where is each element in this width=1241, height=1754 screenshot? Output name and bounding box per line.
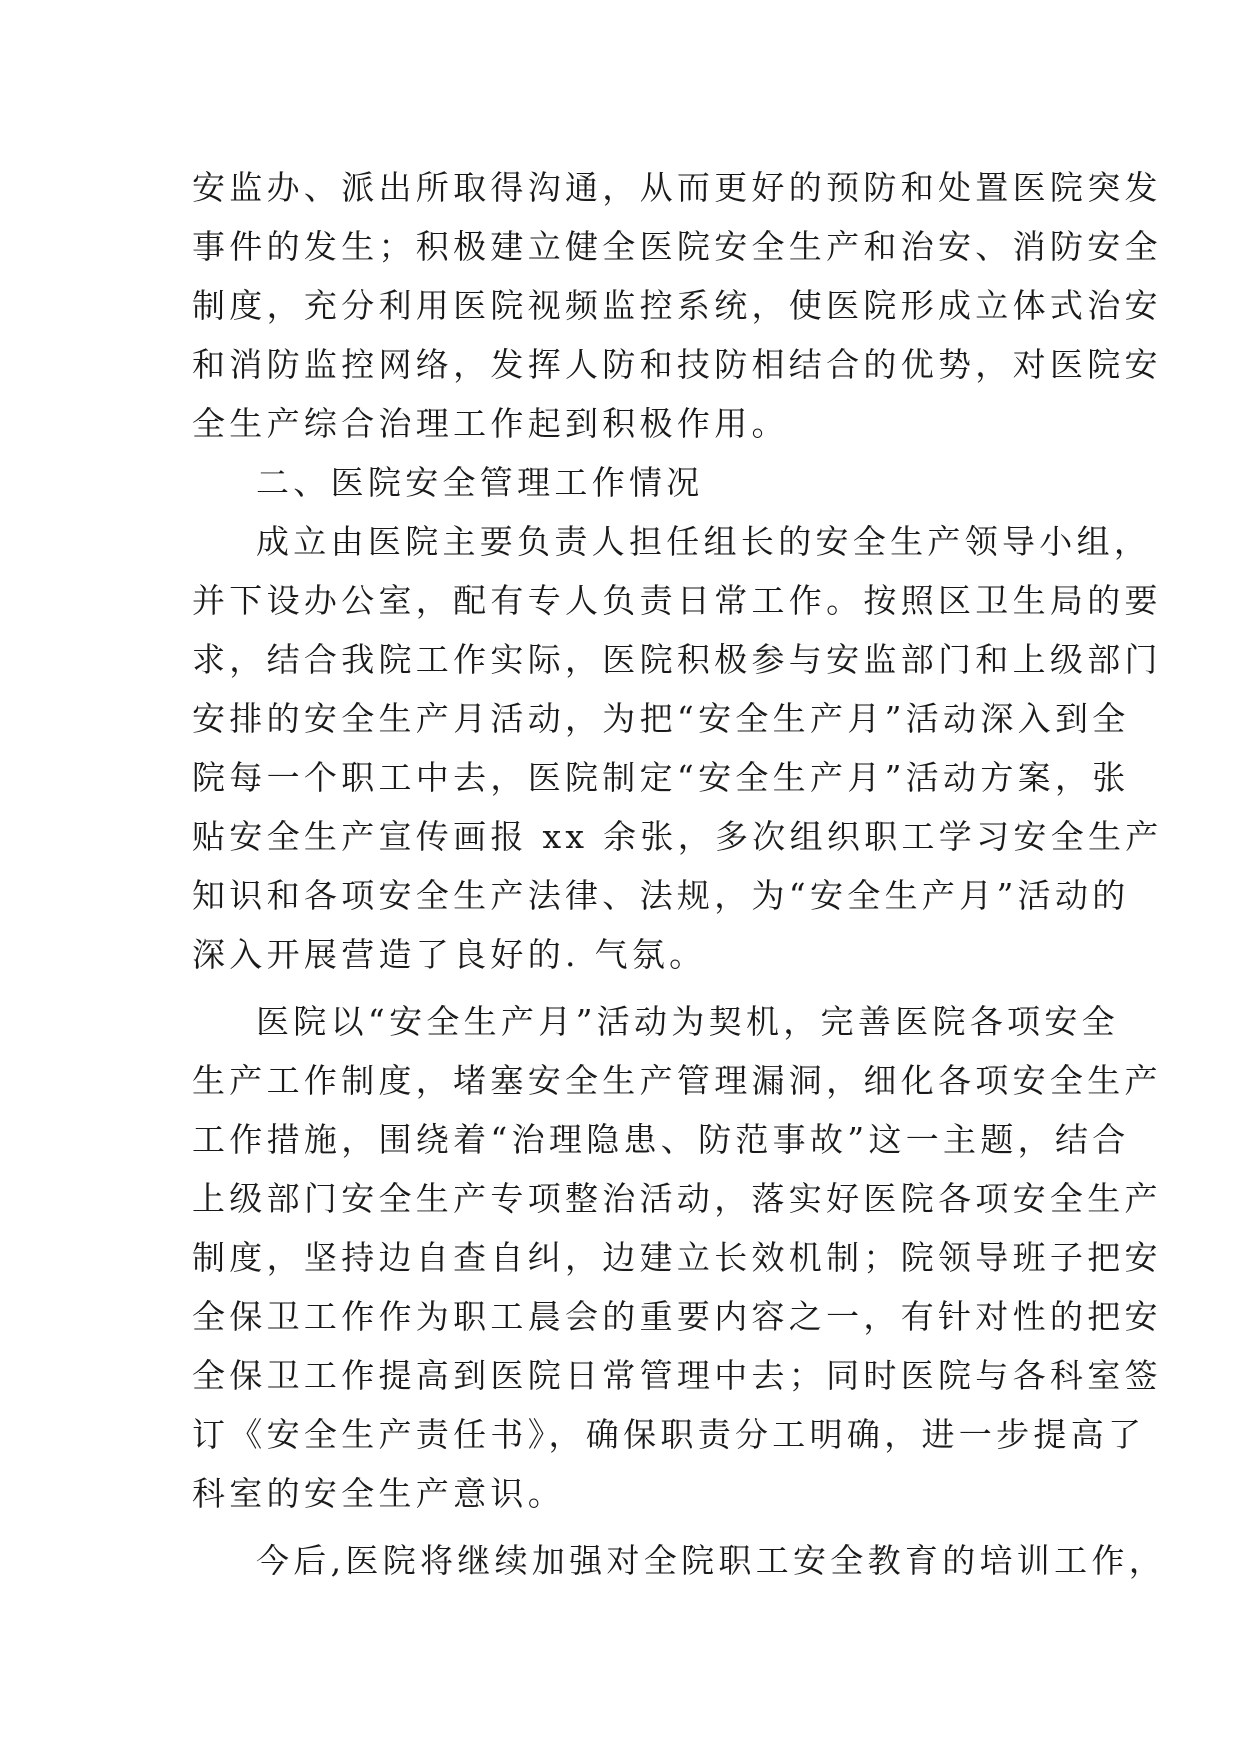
text-line: 全生产综合治理工作起到积极作用。 — [192, 404, 789, 443]
text-line: 深入开展营造了良好的. 气氛。 — [192, 935, 707, 974]
text-line: 安监办、派出所取得沟通，从而更好的预防和处置医院突发 — [192, 168, 1162, 207]
text-line: 上级部门安全生产专项整治活动，落实好医院各项安全生产 — [192, 1179, 1162, 1218]
paragraph-start: 医院以“安全生产月”活动为契机，完善医院各项安全 — [256, 1002, 1119, 1041]
text-line: 并下设办公室，配有专人负责日常工作。按照区卫生局的要 — [192, 581, 1162, 620]
text-line: 院每一个职工中去，医院制定“安全生产月”活动方案，张 — [192, 758, 1130, 797]
paragraph-start: 今后,医院将继续加强对全院职工安全教育的培训工作， — [256, 1541, 1166, 1580]
text-line: 贴安全生产宣传画报 xx 余张，多次组织职工学习安全生产 — [192, 817, 1163, 856]
text-line: 制度，坚持边自查自纠，边建立长效机制；院领导班子把安 — [192, 1238, 1162, 1277]
text-line: 求，结合我院工作实际，医院积极参与安监部门和上级部门 — [192, 640, 1162, 679]
text-line: 事件的发生；积极建立健全医院安全生产和治安、消防安全 — [192, 227, 1162, 266]
text-line: 订《安全生产责任书》，确保职责分工明确，进一步提高了 — [192, 1415, 1146, 1454]
text-line: 安排的安全生产月活动，为把“安全生产月”活动深入到全 — [192, 699, 1130, 738]
paragraph-start: 成立由医院主要负责人担任组长的安全生产领导小组， — [256, 522, 1152, 561]
text-line: 和消防监控网络，发挥人防和技防相结合的优势，对医院安 — [192, 345, 1162, 384]
text-line: 制度，充分利用医院视频监控系统，使医院形成立体式治安 — [192, 286, 1162, 325]
text-line: 全保卫工作提高到医院日常管理中去；同时医院与各科室签 — [192, 1356, 1162, 1395]
text-line: 工作措施，围绕着“治理隐患、防范事故”这一主题，结合 — [192, 1120, 1130, 1159]
text-line: 科室的安全生产意识。 — [192, 1474, 565, 1513]
text-line: 知识和各项安全生产法律、法规，为“安全生产月”活动的 — [192, 876, 1130, 915]
text-line: 生产工作制度，堵塞安全生产管理漏洞，细化各项安全生产 — [192, 1061, 1162, 1100]
text-line: 全保卫工作作为职工晨会的重要内容之一，有针对性的把安 — [192, 1297, 1162, 1336]
body-text — [192, 158, 1166, 1590]
section-heading: 二、医院安全管理工作情况 — [256, 463, 704, 502]
